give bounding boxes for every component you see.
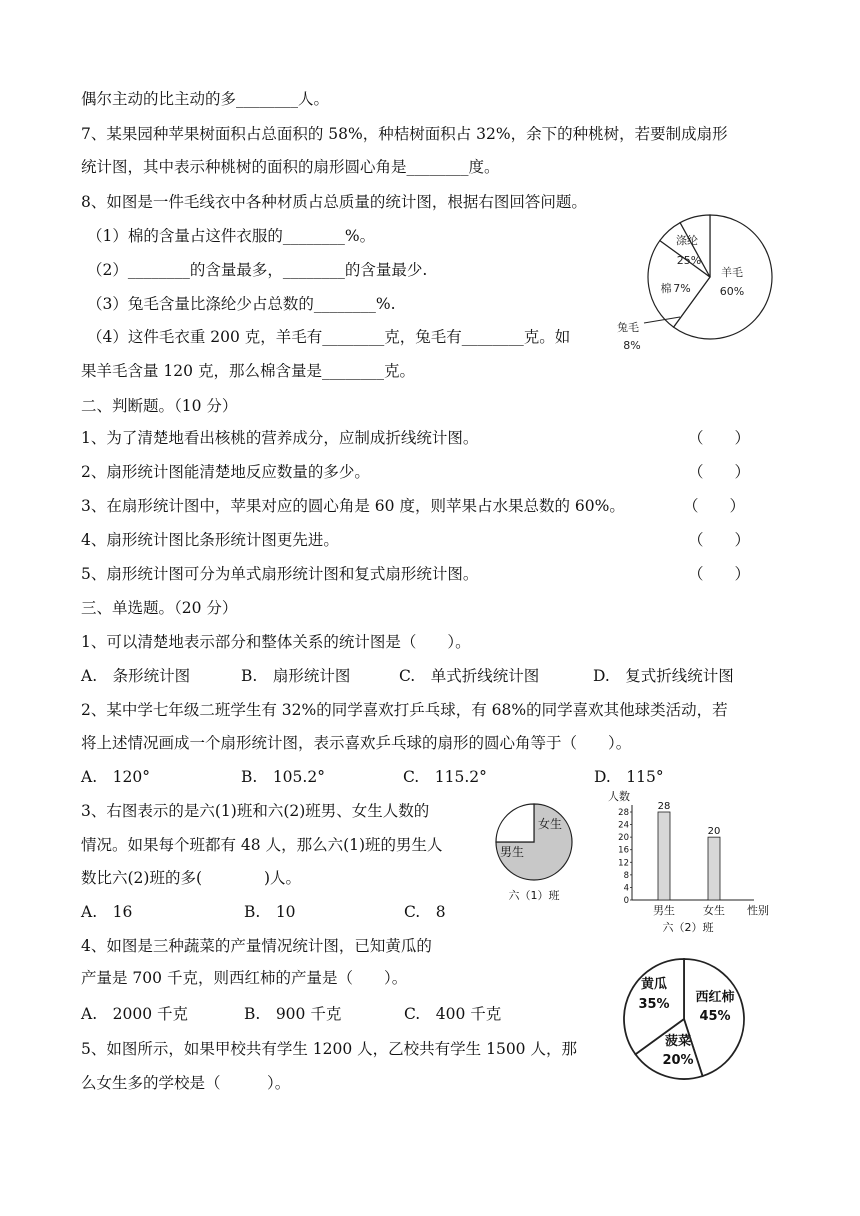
choice-2-option-c: C. 115.2°	[403, 768, 487, 786]
slice-value: 45%	[699, 1009, 731, 1024]
y-tick-label: 20	[618, 833, 629, 844]
question-8-part-2: （2）________的含量最多，________的含量最少.	[87, 261, 428, 279]
question-8-part-1: （1）棉的含量占这件衣服的________%。	[87, 227, 376, 245]
bar	[708, 837, 720, 900]
judge-3-answer-blank: （ ）	[683, 497, 746, 515]
x-axis-label: 性别	[747, 904, 769, 917]
bar	[658, 812, 670, 900]
slice-value: 60%	[719, 285, 745, 298]
judge-3: 3、在扇形统计图中，苹果对应的圆心角是 60 度，则苹果占水果总数的 60%。	[81, 497, 625, 515]
x-tick-label: 女生	[703, 904, 725, 917]
judge-2-answer-blank: （ ）	[688, 463, 751, 481]
slice-value: 35%	[638, 997, 670, 1012]
y-axis-label: 人数	[608, 790, 630, 803]
y-tick-label: 0	[623, 896, 629, 906]
judge-2: 2、扇形统计图能清楚地反应数量的多少。	[81, 463, 370, 481]
y-tick-label: 24	[618, 820, 629, 831]
section-3-heading: 三、单选题。（20 分）	[81, 599, 238, 617]
question-7-line-1: 7、某果园种苹果树面积占总面积的 58%，种桔树面积占 32%，余下的种桃树，若要制成扇形	[81, 125, 728, 143]
choice-2-option-b: B. 105.2°	[241, 768, 325, 786]
slice-value: 25%	[676, 254, 702, 267]
choice-4-option-c: C. 400 千克	[404, 1005, 502, 1023]
y-tick-label: 16	[618, 845, 629, 856]
section-2-heading: 二、判断题。（10 分）	[81, 397, 238, 415]
choice-5-stem-line-2: 么女生多的学校是（ ）。	[81, 1074, 291, 1092]
wool-composition-pie-chart	[612, 205, 782, 355]
y-tick-label: 28	[618, 808, 629, 818]
choice-2-option-a: A. 120°	[81, 768, 150, 786]
choice-3-option-c: C. 8	[404, 903, 446, 921]
judge-1-answer-blank: （ ）	[688, 429, 751, 447]
slice-label: 黄瓜	[640, 977, 668, 992]
slice-label: 涤纶	[676, 234, 698, 247]
choice-1-option-b: B. 扇形统计图	[241, 667, 351, 685]
y-tick-label: 8	[623, 870, 629, 881]
choice-4-stem-line-2: 产量是 700 千克，则西红柿的产量是（ ）。	[81, 969, 408, 987]
class-6-1-pie-chart	[488, 798, 584, 908]
class-6-2-bar-chart	[604, 783, 784, 943]
y-tick-label: 12	[618, 858, 629, 869]
chart-title: 六（2）班	[662, 921, 714, 934]
choice-4-option-b: B. 900 千克	[244, 1005, 342, 1023]
slice-label: 男生	[499, 845, 525, 859]
choice-3-stem-line-1: 3、右图表示的是六(1)班和六(2)班男、女生人数的	[81, 802, 430, 820]
choice-1-stem: 1、可以清楚地表示部分和整体关系的统计图是（ ）。	[81, 633, 471, 651]
choice-1-option-c: C. 单式折线统计图	[399, 667, 540, 685]
bar-data-label: 28	[657, 801, 671, 812]
slice-value: 7%	[673, 282, 691, 295]
choice-2-stem-line-2: 将上述情况画成一个扇形统计图，表示喜欢乒乓球的扇形的圆心角等于（ ）。	[81, 734, 632, 752]
judge-4: 4、扇形统计图比条形统计图更先进。	[81, 531, 339, 549]
slice-label: 女生	[537, 817, 563, 831]
choice-3-option-a: A. 16	[81, 903, 133, 921]
choice-1-option-d: D. 复式折线统计图	[593, 667, 734, 685]
slice-label: 羊毛	[721, 266, 743, 279]
choice-2-option-d: D. 115°	[594, 768, 664, 786]
slice-label: 菠菜	[664, 1034, 692, 1049]
text-line: 偶尔主动的比主动的多________人。	[81, 90, 330, 108]
choice-3-option-b: B. 10	[244, 903, 296, 921]
slice-label: 西红柿	[695, 990, 735, 1005]
judge-4-answer-blank: （ ）	[688, 531, 751, 549]
question-8-part-4-line-1: （4）这件毛衣重 200 克，羊毛有________克，兔毛有________克。如	[87, 328, 571, 346]
choice-2-stem-line-1: 2、某中学七年级二班学生有 32%的同学喜欢打乒乓球，有 68%的同学喜欢其他球类活动，若	[81, 701, 728, 719]
question-8-stem: 8、如图是一件毛线衣中各种材质占总质量的统计图，根据右图回答问题。	[81, 193, 587, 211]
choice-3-stem-line-2: 情况。如果每个班都有 48 人，那么六(1)班的男生人	[81, 836, 443, 854]
slice-value: 8%	[623, 339, 641, 352]
y-tick-label: 4	[623, 883, 629, 894]
judge-5: 5、扇形统计图可分为单式扇形统计图和复式扇形统计图。	[81, 565, 479, 583]
slice-value: 20%	[662, 1053, 694, 1068]
x-tick-label: 男生	[653, 904, 675, 917]
question-8-part-4-line-2: 果羊毛含量 120 克，那么棉含量是________克。	[81, 362, 415, 380]
slice-label: 棉	[660, 282, 672, 295]
choice-4-option-a: A. 2000 千克	[81, 1005, 188, 1023]
question-7-line-2: 统计图，其中表示种桃树的面积的扇形圆心角是________度。	[81, 158, 500, 176]
choice-1-option-a: A. 条形统计图	[81, 667, 191, 685]
chart-title: 六（1）班	[508, 889, 560, 902]
choice-5-stem-line-1: 5、如图所示，如果甲校共有学生 1200 人，乙校共有学生 1500 人，那	[81, 1040, 577, 1058]
bar-data-label: 20	[707, 826, 721, 838]
choice-3-stem-line-3: 数比六(2)班的多( )人。	[81, 869, 302, 887]
vegetable-output-pie-chart	[612, 954, 762, 1084]
choice-4-stem-line-1: 4、如图是三种蔬菜的产量情况统计图，已知黄瓜的	[81, 937, 432, 955]
pie-slice	[496, 804, 534, 842]
judge-1: 1、为了清楚地看出核桃的营养成分，应制成折线统计图。	[81, 429, 479, 447]
question-8-part-3: （3）兔毛含量比涤纶少占总数的________%.	[87, 295, 396, 313]
slice-label: 兔毛	[617, 321, 639, 334]
judge-5-answer-blank: （ ）	[688, 565, 751, 583]
